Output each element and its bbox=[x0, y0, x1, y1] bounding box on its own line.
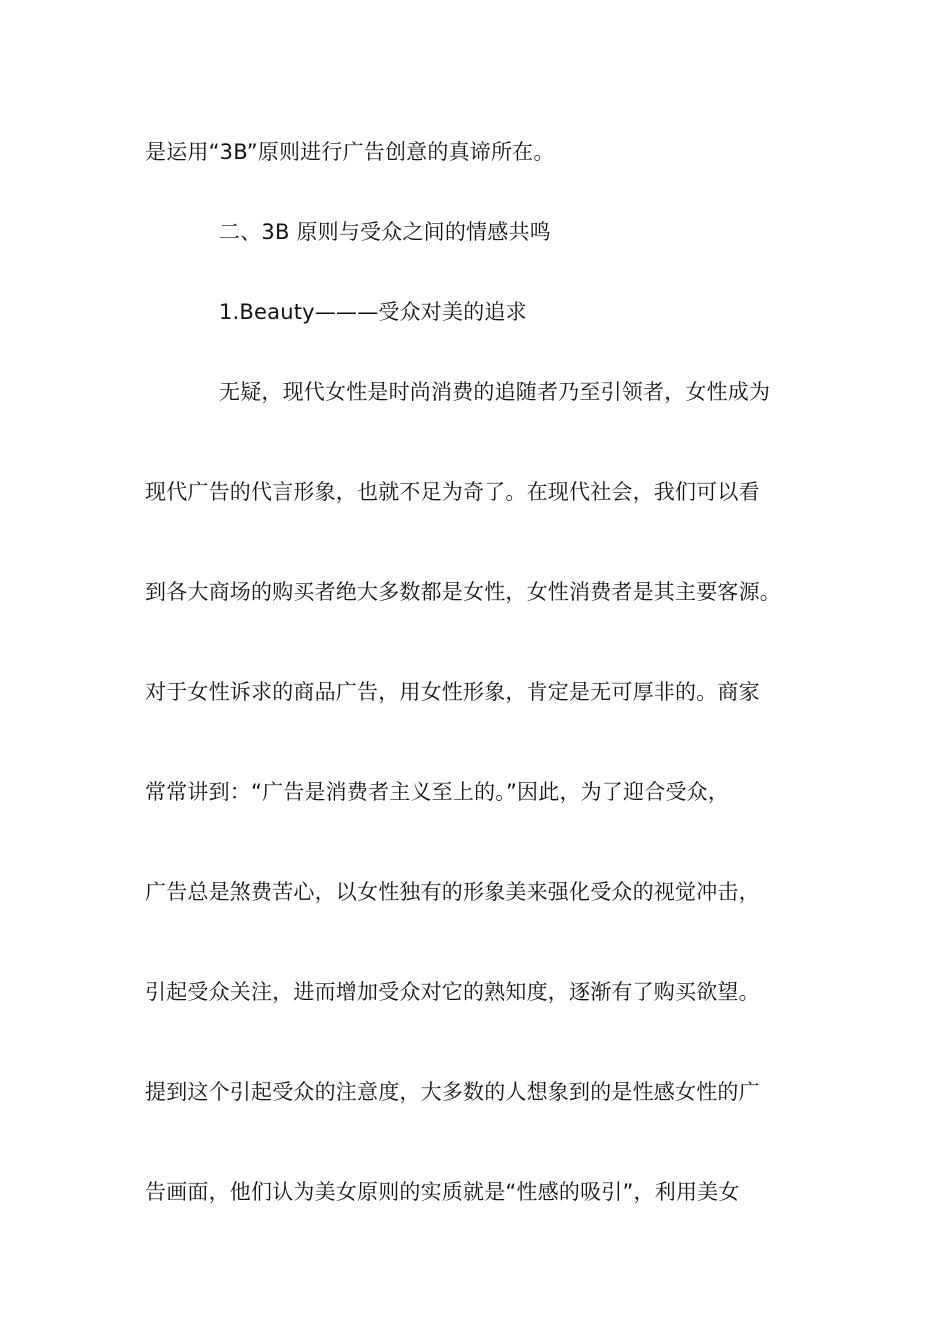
paragraph-line: 常常讲到：“广告是消费者主义至上的。”因此，为了迎合受众， bbox=[145, 780, 730, 804]
paragraph-line: 是运用“3B”原则进行广告创意的真谛所在。 bbox=[145, 140, 555, 164]
subsection-heading: 1.Beauty———受众对美的追求 bbox=[219, 300, 527, 324]
paragraph-line: 无疑，现代女性是时尚消费的追随者乃至引领者，女性成为 bbox=[219, 380, 771, 404]
paragraph-line: 提到这个引起受众的注意度，大多数的人想象到的是性感女性的广 bbox=[145, 1080, 760, 1104]
paragraph-line: 引起受众关注，进而增加受众对它的熟知度，逐渐有了购买欲望。 bbox=[145, 980, 760, 1004]
paragraph-line: 现代广告的代言形象，也就不足为奇了。在现代社会，我们可以看 bbox=[145, 480, 760, 504]
paragraph-line: 广告总是煞费苦心，以女性独有的形象美来强化受众的视觉冲击， bbox=[145, 880, 760, 904]
paragraph-line: 到各大商场的购买者绝大多数都是女性，女性消费者是其主要客源。 bbox=[145, 580, 781, 604]
paragraph-line: 对于女性诉求的商品广告，用女性形象，肯定是无可厚非的。商家 bbox=[145, 680, 760, 704]
paragraph-line: 告画面，他们认为美女原则的实质就是“性感的吸引”，利用美女 bbox=[145, 1180, 740, 1204]
section-heading: 二、3B 原则与受众之间的情感共鸣 bbox=[219, 220, 551, 244]
